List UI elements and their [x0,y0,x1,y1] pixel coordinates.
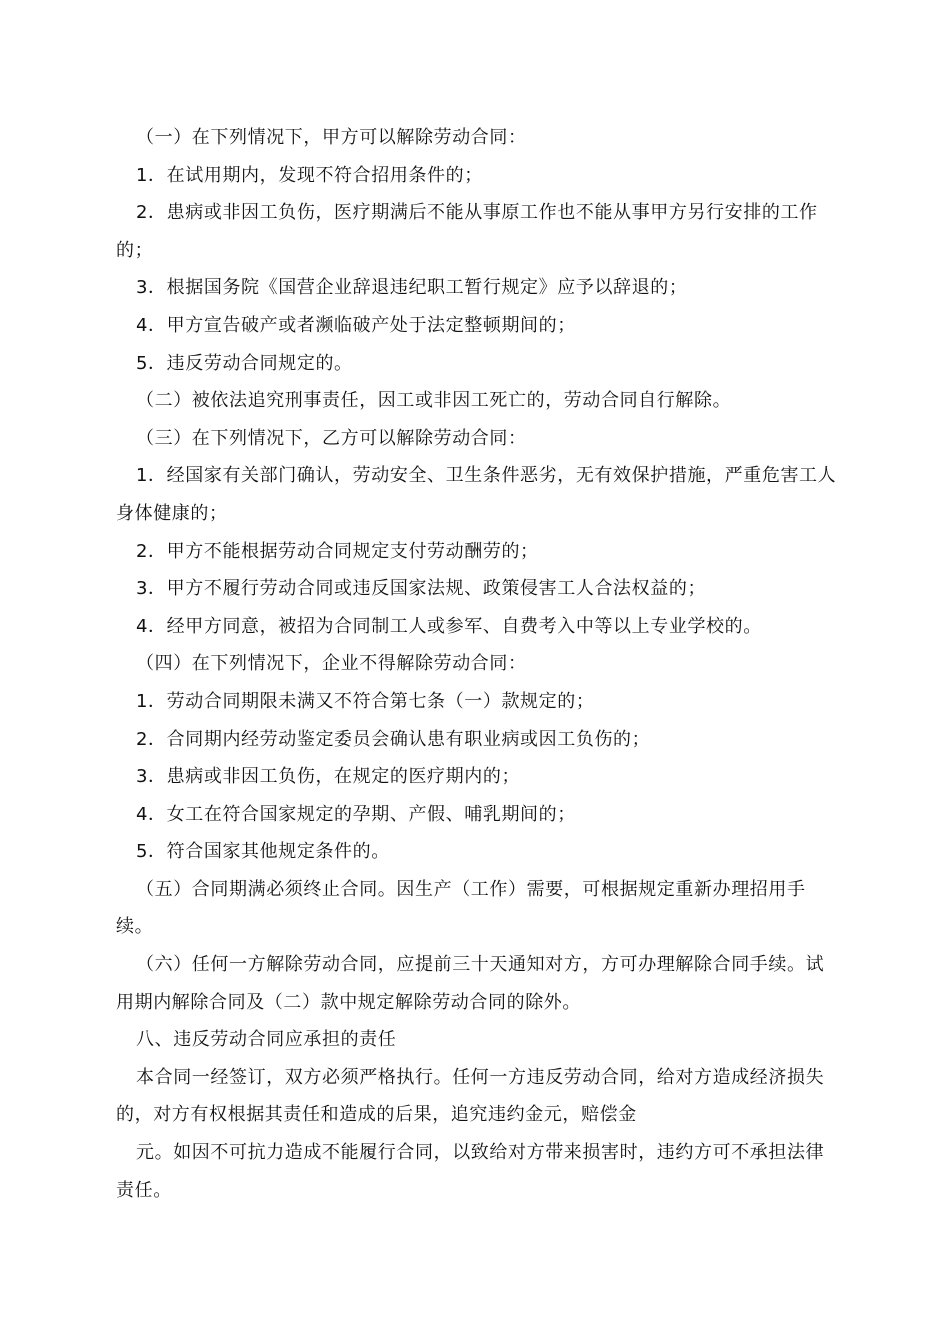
paragraph: 元。如因不可抗力造成不能履行合同，以致给对方带来损害时，违约方可不承担法律责任。 [116,1142,825,1201]
paragraph: 2．合同期内经劳动鉴定委员会确认患有职业病或因工负伤的； [136,728,651,750]
paragraph: 4．甲方宣告破产或者濒临破产处于法定整顿期间的； [136,314,576,336]
paragraph: （五）合同期满必须终止合同。因生产（工作）需要，可根据规定重新办理招用手续。 [116,878,806,938]
section-heading: 八、违反劳动合同应承担的责任 [136,1029,397,1051]
paragraph: （三）在下列情况下，乙方可以解除劳动合同： [136,427,527,449]
document-body [116,119,838,1209]
paragraph: （六）任何一方解除劳动合同，应提前三十天通知对方，方可办理解除合同手续。试用期内解除合同及（二）款中规定解除劳动合同的除外。 [116,954,825,1013]
paragraph: 5．符合国家其他规定条件的。 [136,841,390,863]
paragraph: （四）在下列情况下，企业不得解除劳动合同： [136,653,527,675]
paragraph: 3．甲方不履行劳动合同或违反国家法规、政策侵害工人合法权益的； [136,578,707,600]
paragraph: 3．根据国务院《国营企业辞退违纪职工暂行规定》应予以辞退的； [136,277,688,299]
paragraph: 4．经甲方同意，被招为合同制工人或参军、自费考入中等以上专业学校的。 [136,615,762,637]
paragraph: 2．甲方不能根据劳动合同规定支付劳动酬劳的； [136,540,539,562]
paragraph: 1．劳动合同期限未满又不符合第七条（一）款规定的； [136,690,595,712]
paragraph: 3．患病或非因工负伤，在规定的医疗期内的； [136,766,521,788]
paragraph: 4．女工在符合国家规定的孕期、产假、哺乳期间的； [136,803,576,825]
paragraph: 1．经国家有关部门确认，劳动安全、卫生条件恶劣，无有效保护措施，严重危害工人身体健康的； [116,465,837,524]
paragraph: 本合同一经签订，双方必须严格执行。任何一方违反劳动合同，给对方造成经济损失的，对方有权根据其责任和造成的后果，追究违约金元，赔偿金 [116,1066,825,1126]
paragraph: 5．违反劳动合同规定的。 [136,352,353,374]
paragraph: （一）在下列情况下，甲方可以解除劳动合同： [136,127,527,148]
paragraph: 2．患病或非因工负伤，医疗期满后不能从事原工作也不能从事甲方另行安排的工作的； [116,202,818,261]
paragraph: 1．在试用期内，发现不符合招用条件的； [136,164,483,186]
paragraph: （二）被依法追究刑事责任，因工或非因工死亡的，劳动合同自行解除。 [136,390,732,412]
